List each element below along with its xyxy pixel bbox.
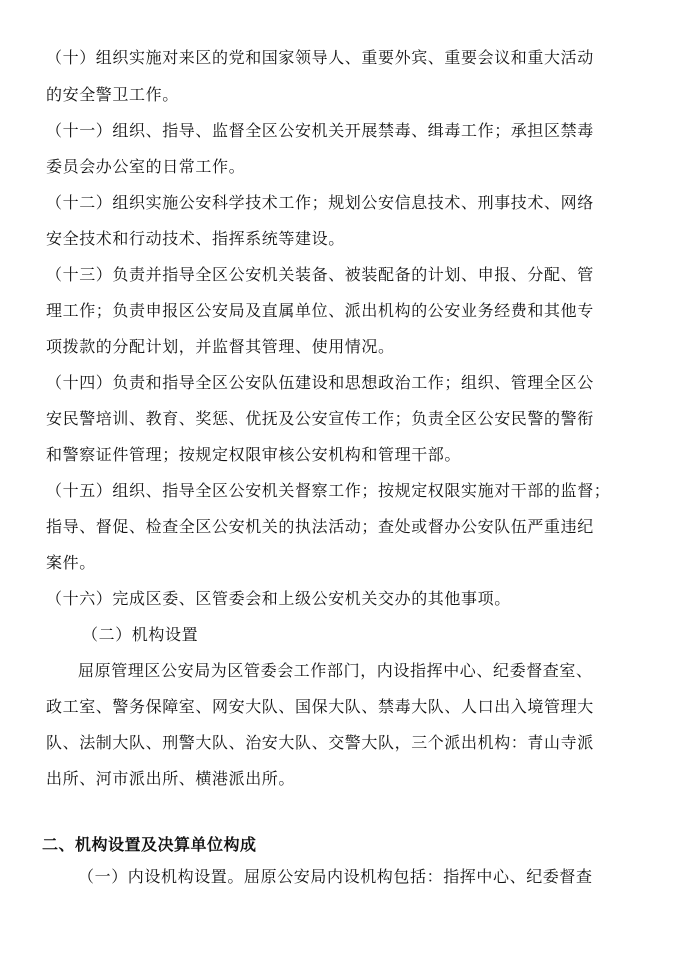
text-line: （一）内设机构设置。屈原公安局内设机构包括：指挥中心、纪委督查 [78,867,593,886]
text-line: （十三）负责并指导全区公安机关装备、被装配备的计划、申报、分配、管 [46,265,594,284]
text-line: （十六）完成区委、区管委会和上级公安机关交办的其他事项。 [46,589,511,608]
section-subheading: （二）机构设置 [82,625,199,644]
text-line: 屈原管理区公安局为区管委会工作部门，内设指挥中心、纪委督查室、 [78,661,593,680]
text-line: 队、法制大队、刑警大队、治安大队、交警大队，三个派出机构：青山寺派 [46,733,594,752]
text-line: （十四）负责和指导全区公安队伍建设和思想政治工作；组织、管理全区公 [46,373,594,392]
text-line: 指导、督促、检查全区公安机关的执法活动；查处或督办公安队伍严重违纪 [46,517,594,536]
text-line: 政工室、警务保障室、网安大队、国保大队、禁毒大队、人口出入境管理大 [46,697,594,716]
section-heading: 二、机构设置及决算单位构成 [42,835,257,854]
text-line: 项拨款的分配计划，并监督其管理、使用情况。 [46,337,395,356]
text-line: 安全技术和行动技术、指挥系统等建设。 [46,229,345,248]
text-line: （十五）组织、指导全区公安机关督察工作；按规定权限实施对干部的监督； [46,481,611,500]
text-line: （十）组织实施对来区的党和国家领导人、重要外宾、重要会议和重大活动 [46,48,594,67]
text-line: 委员会办公室的日常工作。 [46,157,246,176]
text-line: 出所、河市派出所、横港派出所。 [46,769,296,788]
text-line: （十一）组织、指导、监督全区公安机关开展禁毒、缉毒工作；承担区禁毒 [46,121,594,140]
text-line: 和警察证件管理；按规定权限审核公安机构和管理干部。 [46,445,462,464]
text-line: （十二）组织实施公安科学技术工作；规划公安信息技术、刑事技术、网络 [46,193,594,212]
text-line: 安民警培训、教育、奖惩、优抚及公安宣传工作；负责全区公安民警的警衔 [46,409,594,428]
text-line: 理工作；负责申报区公安局及直属单位、派出机构的公安业务经费和其他专 [46,301,594,320]
text-line: 案件。 [46,553,96,572]
text-line: 的安全警卫工作。 [46,85,179,104]
